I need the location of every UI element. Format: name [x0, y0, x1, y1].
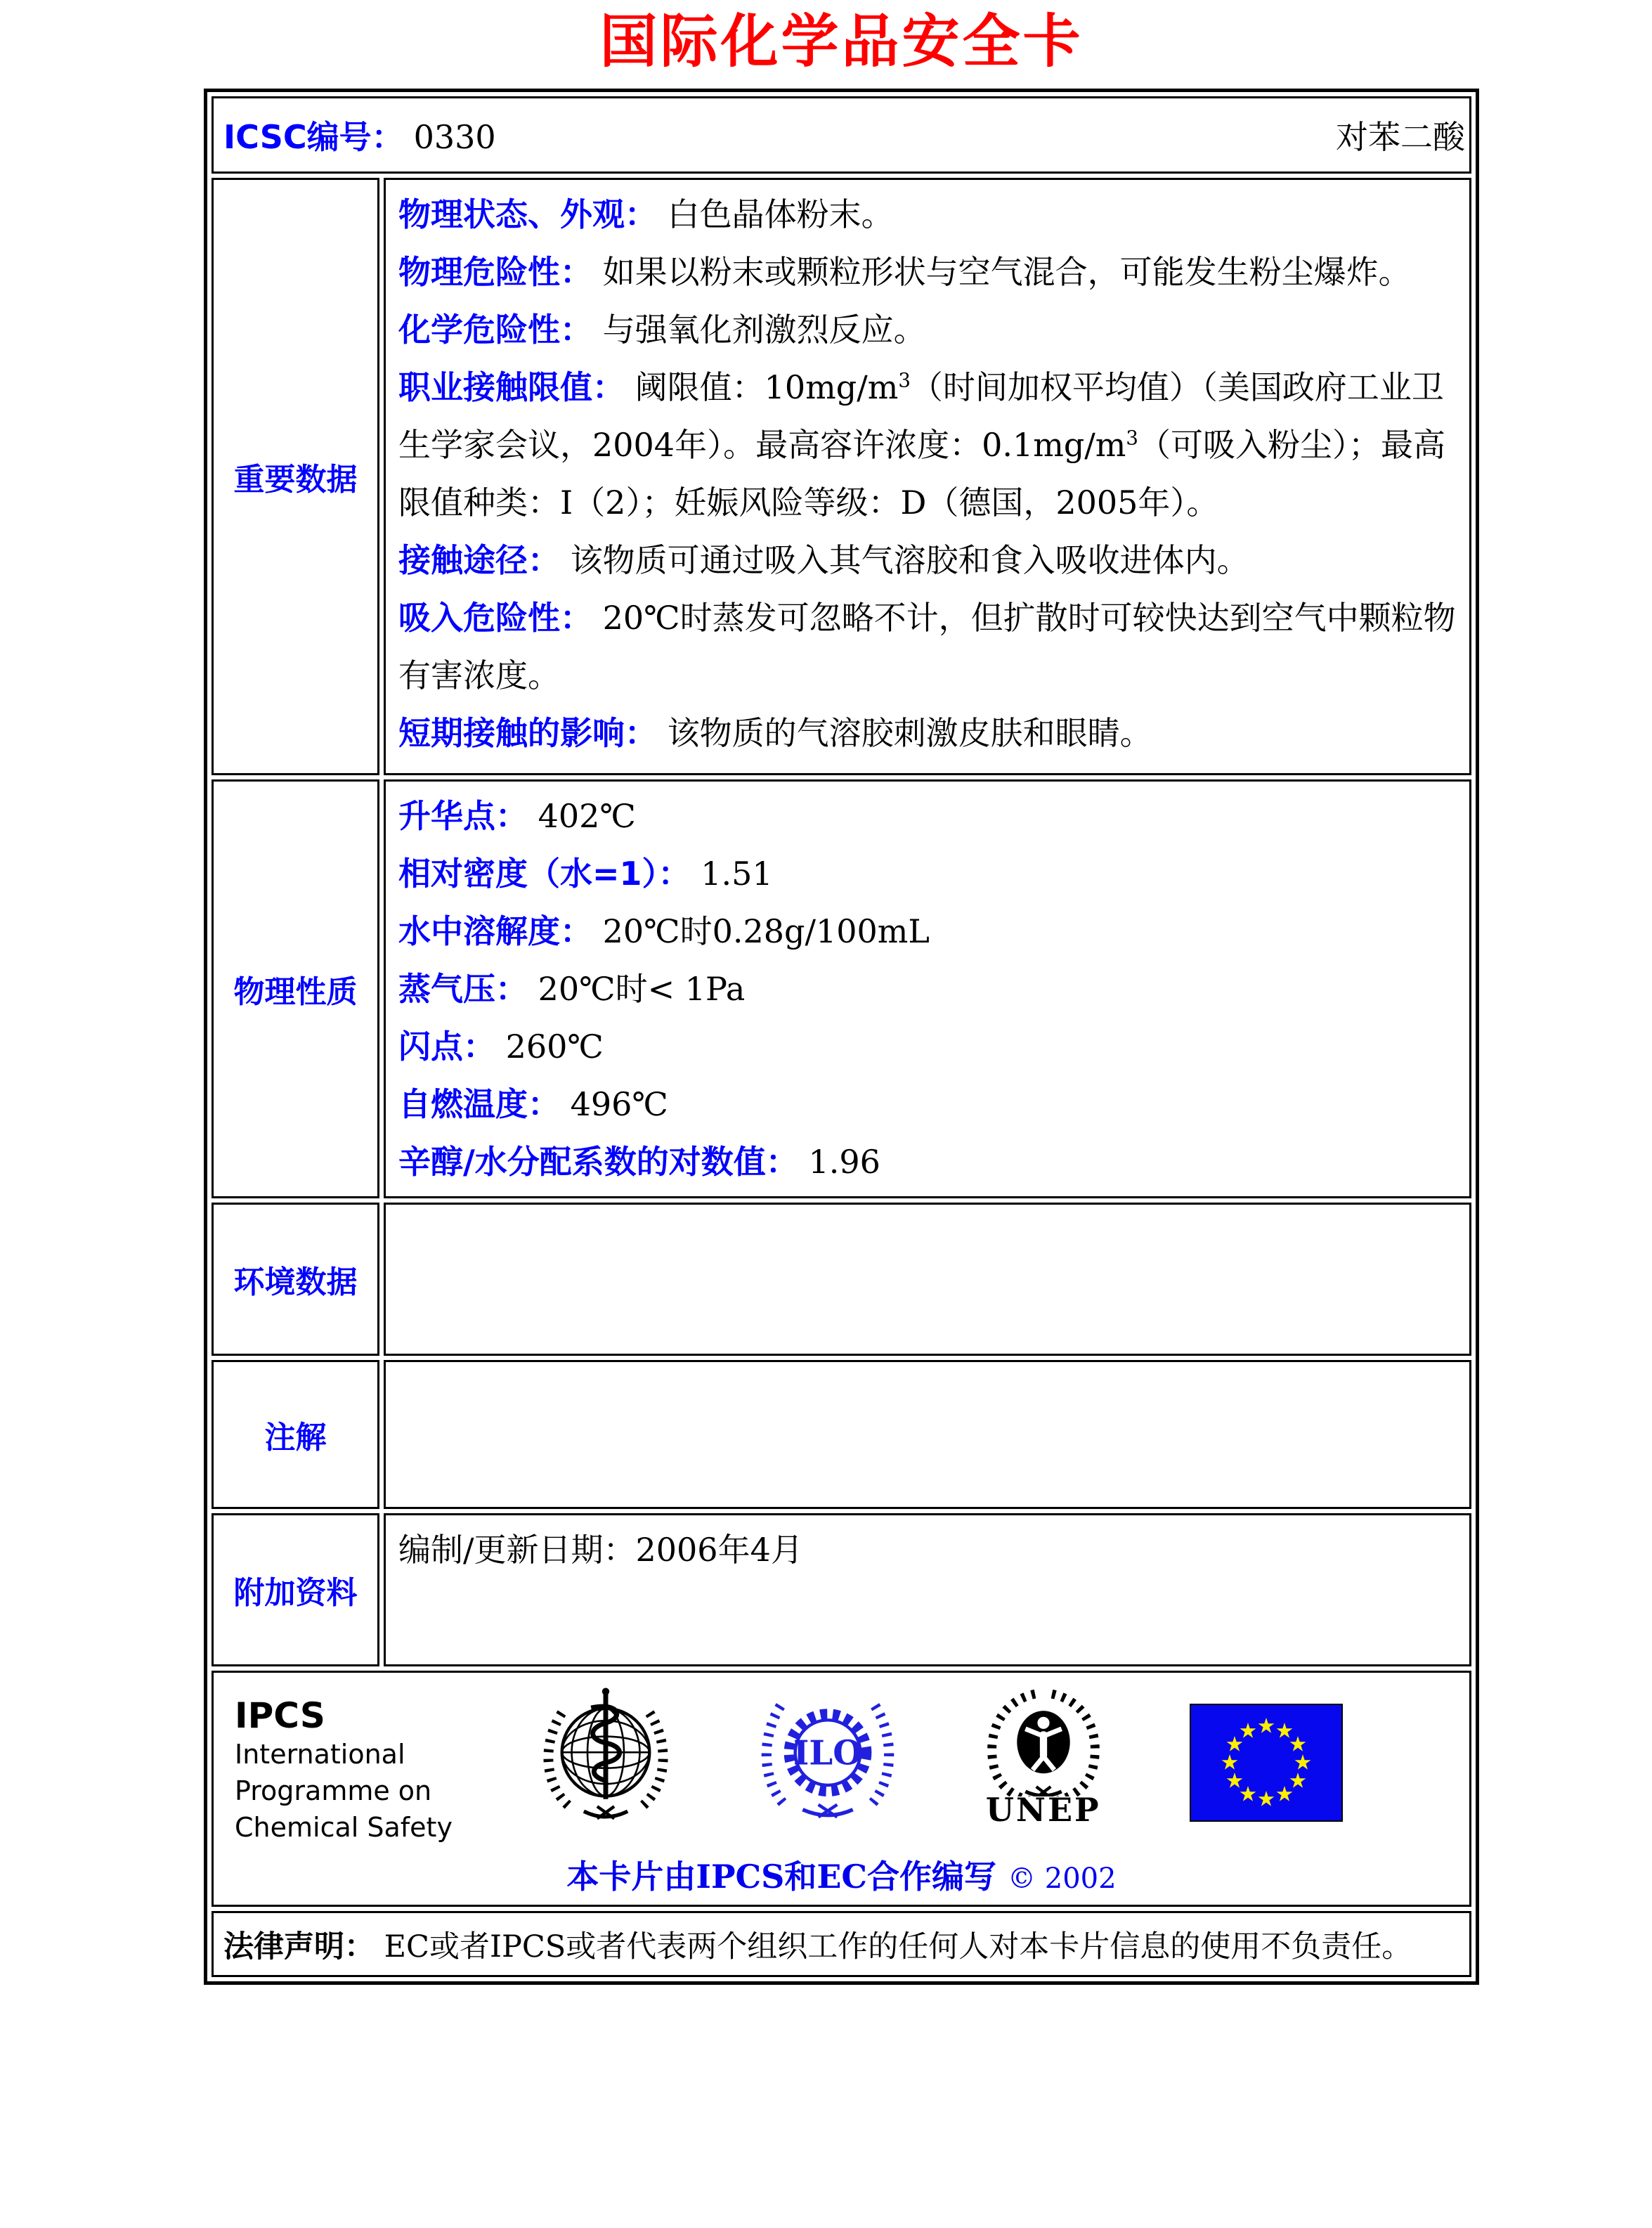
- field-value: 与强氧化剂激烈反应。: [602, 311, 926, 349]
- field-label: 职业接触限值：: [398, 368, 625, 406]
- logos-row: [212, 1671, 1471, 1907]
- legal-notice-row: [212, 1911, 1471, 1977]
- data-line: [398, 358, 1457, 531]
- copyright-text: © 2002: [1008, 1863, 1117, 1895]
- field-value: （时间加权平均值）（美国政府工业卫生学家会议，2004年）。最高容许浓度：0.1mg/m: [398, 368, 1444, 464]
- field-value: 阈限值：10mg/m: [635, 368, 899, 406]
- field-value: 如果以粉末或颗粒形状与空气混合，可能发生粉尘爆炸。: [602, 253, 1411, 291]
- data-line: [398, 704, 1457, 762]
- data-line: [398, 1075, 1457, 1133]
- field-value: （可吸入粉尘）；最高限值种类：I（2）；妊娠风险等级：D（德国，2005年）。: [398, 426, 1445, 522]
- section-label-physical-properties: 物理性质: [212, 779, 379, 1198]
- icsc-number-group: [223, 112, 496, 158]
- section-label-environmental-data: 环境数据: [212, 1203, 379, 1356]
- field-label: 水中溶解度：: [398, 912, 592, 950]
- field-value: 该物质可通过吸入其气溶胶和食入吸收进体内。: [570, 541, 1249, 579]
- data-line: [398, 1133, 1457, 1191]
- field-value: 编制/更新日期：2006年4月: [398, 1531, 803, 1569]
- icsc-card-table: [204, 89, 1479, 1985]
- field-value: 1.51: [701, 855, 773, 893]
- field-label: 蒸气压：: [398, 970, 528, 1008]
- field-value: 20℃时蒸发可忽略不计，但扩散时可较快达到空气中颗粒物有害浓度。: [398, 599, 1456, 694]
- field-value: 白色晶体粉末。: [667, 195, 894, 233]
- data-line: [398, 1521, 1457, 1579]
- section-label-additional-information: 附加资料: [212, 1513, 379, 1666]
- data-line: [398, 902, 1457, 960]
- field-value: 496℃: [570, 1085, 668, 1123]
- data-line: [398, 960, 1457, 1018]
- environmental-data-row: [212, 1203, 1471, 1356]
- field-value: 260℃: [505, 1028, 604, 1066]
- data-line: [398, 787, 1457, 845]
- ipcs-subtitle-line: Chemical Safety: [235, 1812, 453, 1843]
- data-line: [398, 531, 1457, 589]
- section-content-environmental-data: [384, 1203, 1471, 1356]
- eu-flag-icon: [1190, 1704, 1343, 1822]
- ilo-letters: ILO: [793, 1733, 863, 1773]
- who-emblem-icon: [535, 1685, 676, 1834]
- field-value: 该物质的气溶胶刺激皮肤和眼睛。: [667, 714, 1152, 752]
- field-label: 相对密度（水=1）：: [398, 855, 691, 893]
- field-label: 物理危险性：: [398, 253, 592, 291]
- section-content-physical-properties: [384, 779, 1471, 1198]
- unep-emblem-icon: [980, 1685, 1107, 1796]
- ilo-emblem-icon: [759, 1685, 897, 1833]
- icsc-number-value: 0330: [413, 118, 496, 156]
- superscript: 3: [1126, 426, 1138, 450]
- page-title: 国际化学品安全卡: [599, 8, 1084, 75]
- cooperation-caption-text: 本卡片由IPCS和EC合作编写: [566, 1858, 997, 1896]
- field-label: 化学危险性：: [398, 311, 592, 349]
- chemical-name: 对苯二酸: [1336, 118, 1465, 156]
- field-label: 吸入危险性：: [398, 599, 592, 637]
- section-content-notes: [384, 1360, 1471, 1509]
- important-data-row: [212, 178, 1471, 775]
- data-line: [398, 1018, 1457, 1075]
- section-label-important-data: 重要数据: [212, 178, 379, 775]
- unep-label: UNEP: [985, 1791, 1101, 1829]
- field-label: 辛醇/水分配系数的对数值：: [398, 1143, 798, 1181]
- physical-properties-row: [212, 779, 1471, 1198]
- legal-notice-cell: [212, 1911, 1471, 1977]
- header-cell: [212, 96, 1471, 174]
- ipcs-subtitle-line: Programme on: [235, 1775, 432, 1806]
- field-label: 物理状态、外观：: [398, 195, 657, 233]
- field-value: 1.96: [808, 1143, 880, 1181]
- cooperation-caption: [228, 1851, 1455, 1898]
- legal-notice-label: 法律声明：: [223, 1929, 375, 1964]
- section-content-additional-information: [384, 1513, 1471, 1666]
- section-content-important-data: [384, 178, 1471, 775]
- icsc-page: [204, 0, 1479, 1985]
- ipcs-subtitle-line: International: [235, 1739, 405, 1770]
- section-label-notes: 注解: [212, 1360, 379, 1509]
- field-value: 20℃时< 1Pa: [538, 970, 746, 1008]
- field-value: 402℃: [538, 797, 636, 835]
- field-label: 自燃温度：: [398, 1085, 560, 1123]
- superscript: 3: [898, 368, 911, 392]
- unep-logo: [980, 1685, 1107, 1829]
- data-line: [398, 301, 1457, 358]
- additional-information-row: [212, 1513, 1471, 1666]
- field-label: 短期接触的影响：: [398, 714, 657, 752]
- header-row: [212, 96, 1471, 174]
- data-line: [398, 186, 1457, 243]
- ipcs-logo: [235, 1695, 453, 1846]
- data-line: [398, 243, 1457, 301]
- ipcs-title: IPCS: [235, 1695, 325, 1736]
- data-line: [398, 845, 1457, 902]
- icsc-number-label: ICSC编号：: [223, 118, 404, 156]
- legal-notice-text: EC或者IPCS或者代表两个组织工作的任何人对本卡片信息的使用不负责任。: [384, 1929, 1412, 1964]
- notes-row: [212, 1360, 1471, 1509]
- field-label: 接触途径：: [398, 541, 560, 579]
- field-label: 闪点：: [398, 1028, 495, 1066]
- field-label: 升华点：: [398, 797, 528, 835]
- logos-cell: [212, 1671, 1471, 1907]
- data-line: [398, 589, 1457, 704]
- field-value: 20℃时0.28g/100mL: [602, 912, 930, 950]
